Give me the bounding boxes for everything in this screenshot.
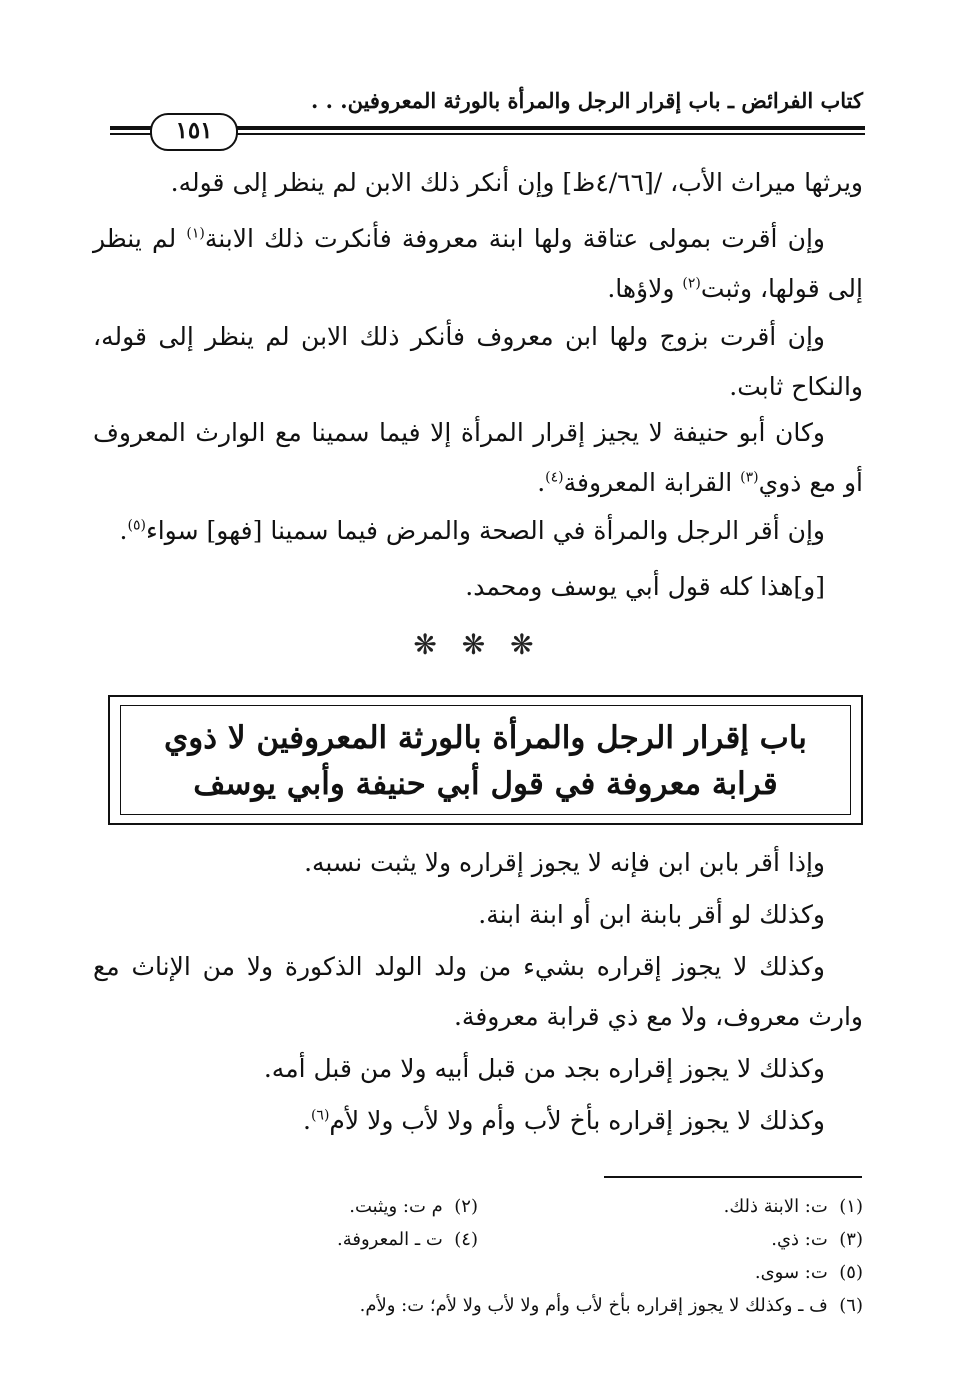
paragraph-6: [و]هذا كله قول أبي يوسف ومحمد.	[465, 572, 825, 601]
footnote-2	[93, 1190, 478, 1223]
paragraph-3: وإن أقرت بزوج ولها ابن معروف فأنكر ذلك الابن لم ينظر إلى قوله، والنكاح ثابت.	[93, 322, 863, 401]
footnote-6-number: (٦)	[839, 1295, 863, 1316]
footnote-row	[93, 1256, 863, 1289]
paragraph-1: ويرثها ميراث الأب، /[٤/٦٦ظ] وإن أنكر ذلك الابن لم ينظر إلى قوله.	[170, 168, 863, 197]
paragraph-4	[93, 408, 863, 508]
chapter-title: باب إقرار الرجل والمرأة بالورثة المعروفين لا ذوي قرابة معروفة في قول أبي حنيفة وأبي يوسف	[164, 720, 807, 802]
footnote-4-text: ت ـ المعروفة.	[336, 1229, 443, 1250]
footnote-1-number: (١)	[839, 1196, 863, 1217]
chapter-heading-frame	[108, 695, 863, 825]
footnote-4-number: (٤)	[454, 1229, 478, 1250]
footnote-ref-4[interactable]: (٤)	[545, 469, 564, 486]
paragraph-4-part-1: وكان أبو حنيفة لا يجيز إقرار المرأة إلا فيما سمينا مع الوارث المعروف أو مع ذوي	[93, 418, 863, 497]
footnote-5	[755, 1256, 863, 1289]
paragraph-2	[93, 214, 863, 314]
chapter-paragraph-2: وكذلك لو أقر بابنة ابن أو ابنة ابنة.	[478, 900, 825, 929]
footnote-2-number: (٢)	[454, 1196, 478, 1217]
footnote-3-text: ت: ذي.	[771, 1229, 828, 1250]
chapter-paragraph-5	[93, 1096, 863, 1146]
page-number: ١٥١	[150, 113, 238, 151]
paragraph-4-part-2: القرابة المعروفة	[563, 468, 741, 497]
chapter-paragraph-5-part-2: .	[302, 1106, 311, 1135]
footnote-row	[93, 1223, 863, 1256]
chapter-paragraph-4: وكذلك لا يجوز إقراره بجد من قبل أبيه ولا من قبل أمه.	[263, 1054, 825, 1083]
paragraph-5-part-1: وإن أقر الرجل والمرأة في الصحة والمرض فيما سمينا [فهو] سواء	[145, 516, 825, 545]
footnote-6-text: ف ـ وكذلك لا يجوز إقراره بأخ لأب وأم ولا لأب ولا لأم؛ ت: ولأم.	[359, 1295, 828, 1316]
footnote-ref-5[interactable]: (٥)	[127, 517, 146, 534]
section-separator: ❋ ❋ ❋	[413, 628, 542, 661]
footnote-3-number: (٣)	[839, 1229, 863, 1250]
footnote-row	[93, 1190, 863, 1223]
paragraph-2-part-2: لم ينظر إلى قولها، وثبت	[93, 224, 863, 303]
footnote-1	[478, 1190, 863, 1223]
footnote-4	[93, 1223, 478, 1256]
footnote-row	[93, 1289, 863, 1322]
footnote-1-text: ت: الابنة ذلك.	[723, 1196, 828, 1217]
footnote-5-text: ت: سوى.	[754, 1262, 828, 1283]
paragraph-5	[93, 506, 863, 556]
footnote-2-text: م ت: ويثبت.	[349, 1196, 443, 1217]
footnote-ref-6[interactable]: (٦)	[310, 1107, 330, 1124]
footnote-rule	[604, 1176, 862, 1178]
running-header-title: كتاب الفرائض ـ باب إقرار الرجل والمرأة بالورثة المعروفين. . .	[311, 88, 863, 113]
footnote-ref-3[interactable]: (٣)	[740, 469, 759, 486]
footnote-3	[478, 1223, 863, 1256]
chapter-paragraph-1: وإذا أقر بابن ابن فإنه لا يجوز إقراره ولا يثبت نسبه.	[304, 848, 825, 877]
footnote-ref-2[interactable]: (٢)	[682, 275, 701, 292]
paragraph-5-part-2: .	[119, 516, 128, 545]
footnote-5-number: (٥)	[839, 1262, 863, 1283]
paragraph-2-part-1: وإن أقرت بمولى عتاقة ولها ابنة معروفة فأنكرت ذلك الابنة	[204, 224, 826, 253]
footnote-6	[360, 1289, 863, 1322]
paragraph-4-part-3: .	[537, 468, 546, 497]
chapter-paragraph-3: وكذلك لا يجوز إقراره بشيء من ولد الولد الذكورة ولا من الإناث مع وارث معروف، ولا مع ذي قرابة معروفة.	[93, 952, 863, 1031]
footnotes	[93, 1190, 863, 1322]
footnote-ref-1[interactable]: (١)	[186, 225, 205, 242]
chapter-paragraph-5-part-1: وكذلك لا يجوز إقراره بأخ لأب وأم ولا لأب ولا لأم	[329, 1106, 825, 1135]
paragraph-2-part-3: ولاؤها.	[607, 274, 683, 303]
